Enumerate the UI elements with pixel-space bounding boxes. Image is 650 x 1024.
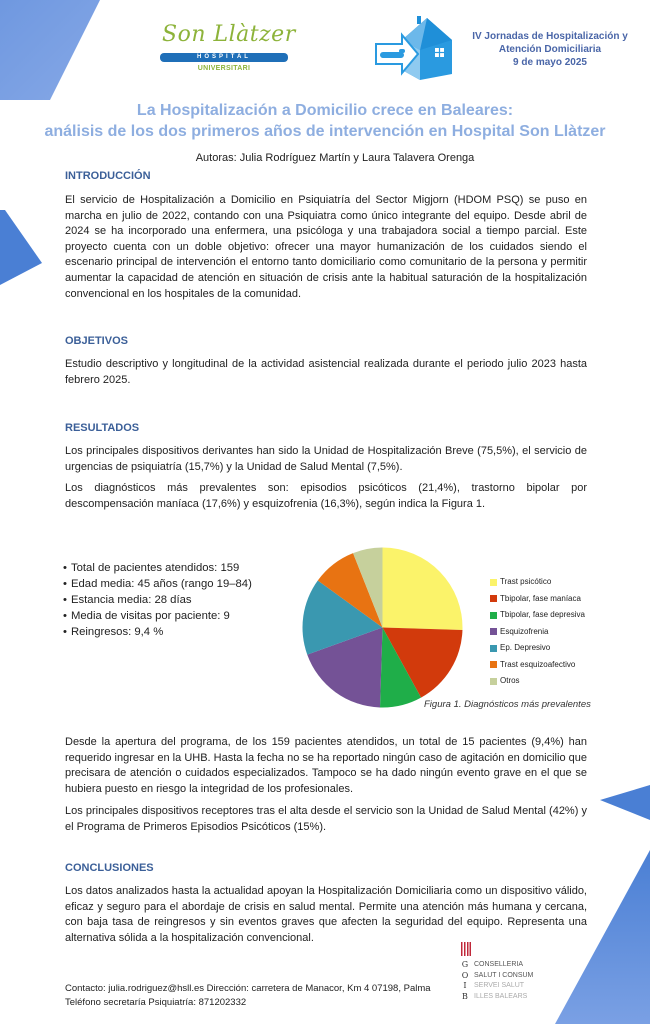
objetivos-text: Estudio descriptivo y longitudinal de la actividad asistencial realizada durante el periodo julio 2023 hasta febrero 2025.	[65, 358, 587, 386]
stat-total-patients: • Total de pacientes atendidos: 159	[63, 560, 252, 576]
pie-slice-trast-psic-tico	[383, 548, 463, 631]
stat-readmissions: • Reingresos: 9,4 %	[63, 624, 252, 640]
legend-item	[490, 657, 585, 674]
decor-triangle-top-left	[0, 0, 110, 100]
heading-resultados: RESULTADOS	[65, 422, 140, 434]
legend-item	[490, 591, 585, 608]
legend-label: Ep. Depresivo	[500, 643, 551, 652]
poster-title	[10, 100, 640, 142]
legend-swatch	[490, 628, 497, 635]
legend-label: Trast esquizoafectivo	[500, 659, 576, 669]
balearic-flag-icon	[461, 942, 471, 956]
conference-date: 9 de mayo 2025	[513, 57, 587, 68]
decor-triangle-left	[0, 210, 45, 285]
resultados-p4: Los principales dispositivos receptores tras el alta desde el servicio son la Unidad de Salud Mental (42%) y el Programa de Primeros Episodios Psicóticos (15%).	[65, 805, 587, 833]
decor-triangle-right-small	[600, 785, 650, 820]
title-line1: La Hospitalización a Domicilio crece en Baleares:	[136, 102, 514, 119]
house-arrow-bed-icon	[372, 12, 472, 82]
legend-label: Tbipolar, fase depresiva	[500, 610, 585, 619]
stat-mean-visits: • Media de visitas por paciente: 9	[63, 608, 252, 624]
legend-swatch	[490, 678, 497, 685]
conference-line2: Atención Domiciliaria	[498, 44, 602, 55]
contact-phone: Teléfono secretaría Psiquiatría: 871202332	[65, 997, 247, 1008]
legend-label: Tbipolar, fase maníaca	[500, 593, 581, 603]
legend-label: Esquizofrenia	[500, 626, 549, 636]
legend-item	[490, 607, 585, 624]
hospital-logo	[158, 20, 296, 76]
title-line2: análisis de los dos primeros años de intervención en Hospital Son Llàtzer	[44, 123, 606, 140]
contact-info	[65, 982, 431, 1010]
legend-swatch	[490, 595, 497, 602]
contact-line1: Contacto: julia.rodriguez@hsll.es Dirección: carretera de Manacor, Km 4 07198, Palma	[65, 983, 431, 994]
legend-label: Otros	[500, 676, 520, 685]
legend-swatch	[490, 645, 497, 652]
diagnoses-pie-chart	[300, 545, 465, 710]
heading-introduccion: INTRODUCCIÓN	[65, 170, 151, 182]
heading-conclusiones: CONCLUSIONES	[65, 862, 154, 874]
legend-swatch	[490, 579, 497, 586]
resultados-p1: Los principales dispositivos derivantes han sido la Unidad de Hospitalización Breve (75,5%), el servicio de urgencias de psiquiatría (15,7%) y la Unidad de Salud Mental (7,5%).	[65, 445, 587, 473]
intro-text: El servicio de Hospitalización a Domicilio en Psiquiatría del Sector Migjorn (HDOM PSQ) se puso en marcha en julio de 2022, contando con una Psiquiatra como único integrante del equipo. Desde abril de 2024 se ha incorporado una enfermera, una psicóloga y una trabajadora social a tiempo parcial. Este proyecto cuenta con un doble objetivo: ofrecer una mayor humanización de los cuidados siendo el escenario principal de intervención el entorno tanto domiciliario como comunitario de la persona y permitir aumentar la capacidad de atención en situación de crisis ante la habitual saturación de la hospitalización convencional en los hospitales de la comunidad.	[65, 194, 587, 300]
legend-item	[490, 640, 585, 657]
conclusiones-text: Los datos analizados hasta la actualidad apoyan la Hospitalización Domiciliaria como un dispositivo válido, eficaz y seguro para el abordaje de crisis en salud mental. Permite una atención más humana y cercana, con baja tasa de reingresos y sin eventos graves que afecten la seguridad del equipo. Representa una alternativa sólida a la hospitalización convencional.	[65, 885, 587, 944]
resultados-p2: Los diagnósticos más prevalentes son: episodios psicóticos (21,4%), trastorno bipolar por descompensación maníaca (17,6%) y esquizofrenia (16,3%), según indica la Figura 1.	[65, 482, 587, 510]
stat-mean-stay: • Estancia media: 28 días	[63, 592, 252, 608]
legend-swatch	[490, 661, 497, 668]
pie-legend	[490, 574, 585, 690]
stat-mean-age: • Edad media: 45 años (rango 19–84)	[63, 576, 252, 592]
hospital-logo-line2: UNIVERSITARI	[197, 65, 251, 72]
legend-label: Trast psicótico	[500, 577, 552, 586]
govern-illes-balears-logo: G O I B CONSELLERIA SALUT I CONSUM SERVEI SALUT ILLES BALEARS	[460, 942, 570, 1012]
figure-caption: Figura 1. Diagnósticos más prevalentes	[424, 699, 591, 710]
legend-swatch	[490, 612, 497, 619]
conference-line1: IV Jornadas de Hospitalización y	[472, 31, 628, 42]
hospital-logo-line1: HOSPITAL	[197, 54, 251, 60]
authors: Autoras: Julia Rodríguez Martín y Laura Talavera Orenga	[195, 152, 475, 164]
resultados-p3: Desde la apertura del programa, de los 159 pacientes atendidos, un total de 15 pacientes (9,4%) han requerido ingresar en la UHB. Hasta la fecha no se ha reportado ningún caso de agitación en domicilio que precisara de atención o cuidados especializados. Tampoco se ha dado ningún evento grave en el que se hubiera puesto en riesgo la integridad de los profesionales.	[65, 736, 587, 795]
conference-info	[470, 30, 630, 69]
legend-item	[490, 673, 585, 690]
hospital-logo-brand: Son Llàtzer	[162, 22, 296, 47]
heading-objetivos: OBJETIVOS	[65, 335, 128, 347]
legend-item	[490, 574, 585, 591]
stats-list	[63, 560, 252, 640]
legend-item	[490, 624, 585, 641]
